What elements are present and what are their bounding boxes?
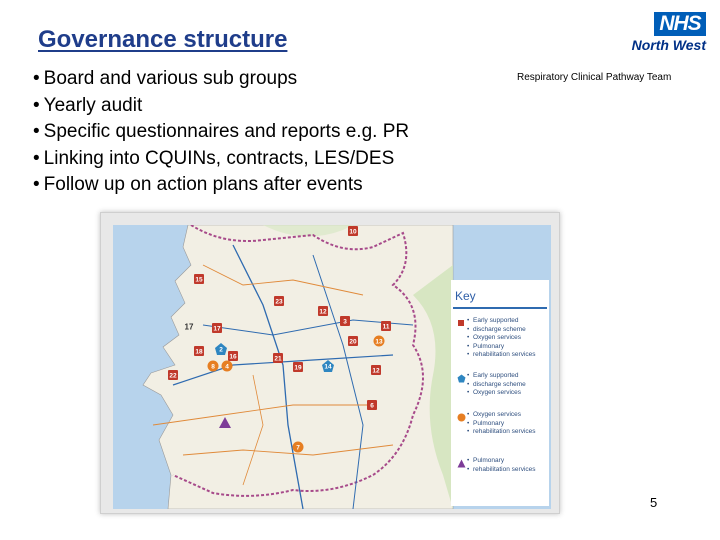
map-marker-label: 22: [169, 372, 177, 380]
map-marker-label: 2: [219, 346, 223, 354]
map-marker-square: [194, 346, 204, 356]
key-label: • Early supported: [455, 317, 536, 326]
page-number: 5: [650, 495, 658, 510]
team-name: Respiratory Clinical Pathway Team: [517, 72, 672, 83]
map-marker-label: 17: [184, 322, 194, 332]
map-marker-square: [348, 336, 358, 346]
bullet-item: • Specific questionnaires and reports e.g. PR: [33, 119, 409, 146]
map-marker-square: [318, 306, 328, 316]
key-group: [455, 372, 526, 398]
map-marker-square: [274, 296, 284, 306]
key-label: • rehabilitation services: [455, 428, 536, 437]
map-marker-label: 19: [294, 364, 302, 372]
map-marker-circle: [222, 361, 233, 372]
map-marker-label: 17: [213, 325, 221, 333]
map-image: [113, 225, 551, 509]
slide-title: Governance structure: [38, 26, 288, 53]
key-label: • Pulmonary: [455, 420, 536, 429]
map-marker-square: [194, 274, 204, 284]
map-marker-label: 14: [324, 363, 332, 371]
bullet-list: [33, 66, 409, 199]
nhs-logo-region: North West: [631, 37, 706, 53]
map-image-frame: [100, 212, 560, 514]
map-key-title: Key: [455, 289, 476, 303]
map-marker-circle: [208, 361, 219, 372]
key-label: • Oxygen services: [455, 334, 536, 343]
map-marker-label: 15: [195, 276, 203, 284]
map-marker-square: [348, 226, 358, 236]
bullet-item: • Follow up on action plans after events: [33, 172, 409, 199]
map-marker-square: [212, 323, 222, 333]
nhs-logo-box: NHS: [654, 12, 706, 36]
map-marker-square: [340, 316, 350, 326]
map-marker-label: 23: [275, 298, 283, 306]
key-label: • rehabilitation services: [455, 351, 536, 360]
key-label: • Oxygen services: [455, 389, 526, 398]
map-marker-label: 4: [225, 363, 229, 371]
map-marker-label: 10: [349, 228, 357, 236]
key-label: • Oxygen services: [455, 411, 536, 420]
bullet-item: • Yearly audit: [33, 93, 409, 120]
key-label: • Pulmonary: [455, 343, 536, 352]
map-marker-label: 12: [319, 308, 327, 316]
nhs-logo: [622, 12, 706, 53]
key-label: • discharge scheme: [455, 326, 536, 335]
map-marker-square: [381, 321, 391, 331]
map-marker-label: 20: [349, 338, 357, 346]
map-marker-label: 8: [211, 363, 215, 371]
key-label: • rehabilitation services: [455, 466, 536, 475]
map-marker-circle: [293, 442, 304, 453]
map-marker-square: [367, 400, 377, 410]
map-marker-label: 12: [372, 367, 380, 375]
map-key-divider: [453, 307, 547, 309]
bullet-item: • Board and various sub groups: [33, 66, 409, 93]
map-marker-square: [273, 353, 283, 363]
map-marker-label: 21: [274, 355, 282, 363]
map-marker-square: [228, 351, 238, 361]
map-marker-label: 13: [375, 338, 383, 346]
map-marker-circle: [374, 336, 385, 347]
map-marker-label: 11: [382, 323, 390, 331]
map-marker-label: 16: [229, 353, 237, 361]
map-marker-text: [185, 323, 194, 332]
key-label: • discharge scheme: [455, 381, 526, 390]
key-label: • Early supported: [455, 372, 526, 381]
map-marker-label: 3: [343, 318, 347, 326]
map-marker-label: 6: [370, 402, 374, 410]
key-label: • Pulmonary: [455, 457, 536, 466]
map-marker-label: 7: [296, 444, 300, 452]
map-marker-square: [293, 362, 303, 372]
bullet-item: • Linking into CQUINs, contracts, LES/DES: [33, 146, 409, 173]
map-marker-square: [371, 365, 381, 375]
key-group: [455, 411, 536, 437]
map-marker-label: 18: [195, 348, 203, 356]
key-group: [455, 317, 536, 360]
map-marker-square: [168, 370, 178, 380]
key-group: [455, 457, 536, 474]
